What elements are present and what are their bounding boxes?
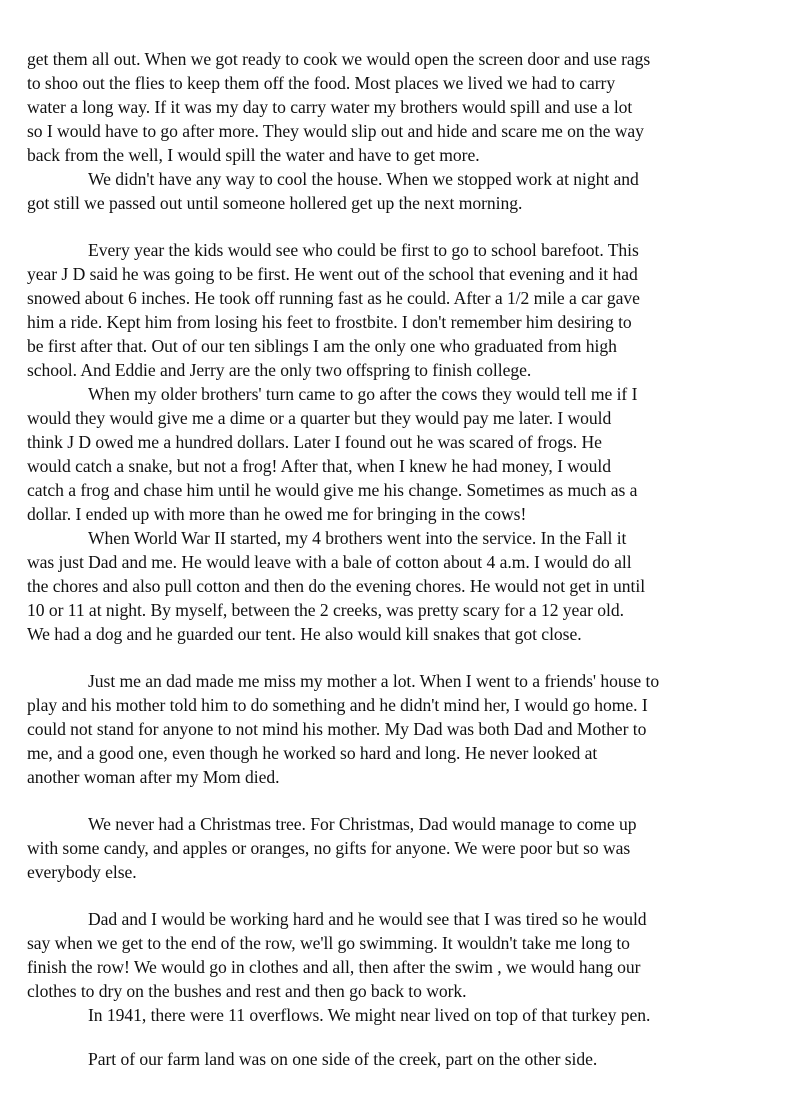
text-line: me, and a good one, even though he worked so hard and long. He never looked at [27, 743, 598, 763]
text-line: say when we get to the end of the row, we'll go swimming. It wouldn't take me long to [27, 933, 630, 953]
text-line: Part of our farm land was on one side of the creek, part on the other side. [88, 1049, 598, 1069]
text-line: We had a dog and he guarded our tent. He also would kill snakes that got close. [27, 624, 582, 644]
text-line: everybody else. [27, 862, 137, 882]
text-line: year J D said he was going to be first. He went out of the school that evening and it had [27, 264, 638, 284]
text-line: In 1941, there were 11 overflows. We might near lived on top of that turkey pen. [88, 1005, 651, 1025]
text-line: When World War II started, my 4 brothers went into the service. In the Fall it [88, 528, 627, 548]
text-line: with some candy, and apples or oranges, no gifts for anyone. We were poor but so was [27, 838, 631, 858]
text-line: to shoo out the flies to keep them off the food. Most places we lived we had to carry [27, 73, 616, 93]
text-line: got still we passed out until someone hollered get up the next morning. [27, 193, 523, 213]
text-line: Every year the kids would see who could be first to go to school barefoot. This [88, 240, 639, 260]
text-line: play and his mother told him to do something and he didn't mind her, I would go home. I [27, 695, 648, 715]
text-line: dollar. I ended up with more than he owed me for bringing in the cows! [27, 504, 527, 524]
text-line: We didn't have any way to cool the house. When we stopped work at night and [88, 169, 639, 189]
text-line: so I would have to go after more. They would slip out and hide and scare me on the way [27, 121, 644, 141]
text-line: the chores and also pull cotton and then do the evening chores. He would not get in until [27, 576, 646, 596]
text-line: be first after that. Out of our ten siblings I am the only one who graduated from high [27, 336, 617, 356]
text-line: think J D owed me a hundred dollars. Later I found out he was scared of frogs. He [27, 432, 602, 452]
text-line: was just Dad and me. He would leave with a bale of cotton about 4 a.m. I would do all [27, 552, 632, 572]
text-line: Dad and I would be working hard and he would see that I was tired so he would [88, 909, 647, 929]
text-line: water a long way. If it was my day to carry water my brothers would spill and use a lot [27, 97, 633, 117]
text-line: snowed about 6 inches. He took off running fast as he could. After a 1/2 mile a car gave [27, 288, 640, 308]
text-line: When my older brothers' turn came to go after the cows they would tell me if I [88, 384, 638, 404]
text-line: catch a frog and chase him until he would give me his change. Sometimes as much as a [27, 480, 638, 500]
text-line: would catch a snake, but not a frog! After that, when I knew he had money, I would [27, 456, 611, 476]
text-line: clothes to dry on the bushes and rest and then go back to work. [27, 981, 467, 1001]
text-line: get them all out. When we got ready to cook we would open the screen door and use rags [27, 49, 651, 69]
text-line: We never had a Christmas tree. For Christmas, Dad would manage to come up [88, 814, 637, 834]
text-line: finish the row! We would go in clothes and all, then after the swim , we would hang our [27, 957, 641, 977]
text-line: another woman after my Mom died. [27, 767, 280, 787]
text-line: 10 or 11 at night. By myself, between the 2 creeks, was pretty scary for a 12 year old. [27, 600, 624, 620]
text-line: Just me an dad made me miss my mother a lot. When I went to a friends' house to [88, 671, 660, 691]
text-line: him a ride. Kept him from losing his feet to frostbite. I don't remember him desiring to [27, 312, 632, 332]
text-line: school. And Eddie and Jerry are the only two offspring to finish college. [27, 360, 532, 380]
text-line: could not stand for anyone to not mind his mother. My Dad was both Dad and Mother to [27, 719, 647, 739]
text-line: back from the well, I would spill the water and have to get more. [27, 145, 480, 165]
text-line: would they would give me a dime or a quarter but they would pay me later. I would [27, 408, 612, 428]
